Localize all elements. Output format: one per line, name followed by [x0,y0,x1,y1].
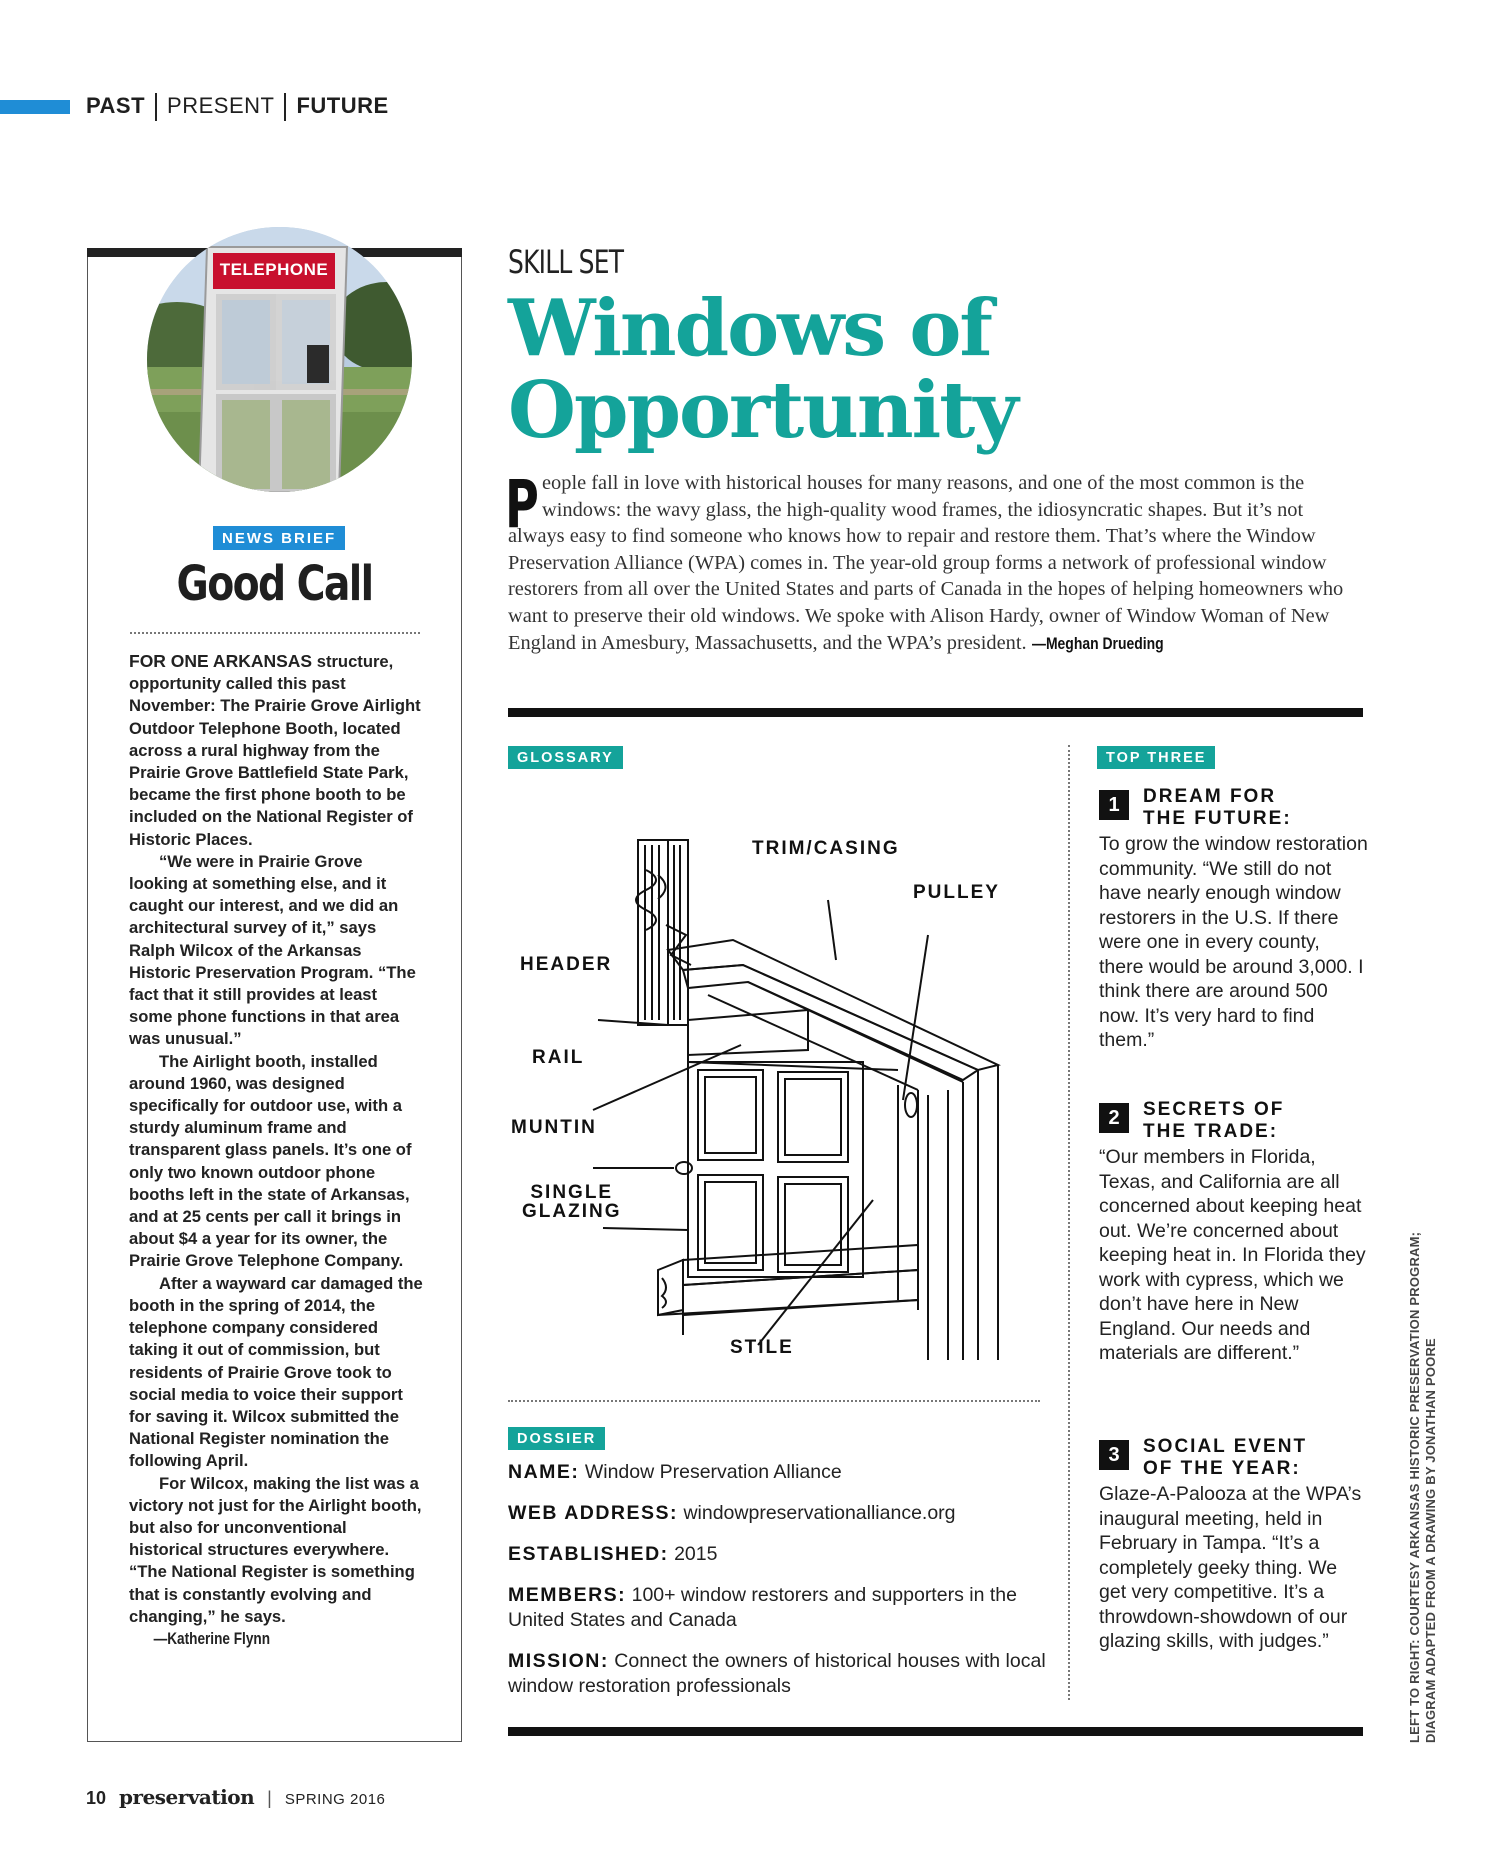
booth-sign-text: TELEPHONE [219,260,329,279]
dossier-item [508,1460,1048,1485]
sidebar-lead-in: FOR ONE ARKANSAS [129,651,313,671]
heading-line: THE FUTURE: [1143,808,1292,829]
heading-line: SECRETS OF [1143,1099,1285,1120]
page-folio: 10 preservation | SPRING 2016 [86,1785,386,1809]
dossier-value: 2015 [674,1543,718,1565]
label-rail: RAIL [532,1047,585,1068]
section-nav [86,93,389,121]
sidebar-title: Good Call [176,556,373,612]
top-three-item [1099,1099,1369,1366]
label-single-glazing-line1: SINGLE [530,1182,614,1203]
drop-cap-spacer [508,470,542,522]
glossary-tag: GLOSSARY [508,746,623,769]
news-brief-badge: NEWS BRIEF [213,526,345,550]
sidebar-paragraph-text: structure, opportunity called this past November: The Prairie Grove Airlight Outdoor Telephone Booth, located across a rural highway from the Prairie Grove Battlefield State Park, became the first phone booth to be included on the National Register of Historic Places. [129,652,421,849]
label-trim-casing: TRIM/CASING [752,838,900,859]
dossier-item [508,1501,1048,1526]
dossier-value: Window Preservation Alliance [584,1461,842,1483]
dossier-item [508,1583,1048,1633]
label-muntin: MUNTIN [511,1117,597,1138]
sidebar-paragraph-text: For Wilcox, making the list was a victory not just for the Airlight booth, but also for unconventional historical structures everywhere. “The National Register is something that is constantly evolving and changing,” he says. [129,1473,422,1626]
section-past: PAST [86,93,146,118]
heading-line: OF THE YEAR: [1143,1458,1301,1479]
top-three-heading [1143,1436,1369,1480]
dossier-item [508,1542,1048,1567]
label-single-glazing [522,1183,622,1221]
label-single-glazing-line2: GLAZING [522,1201,622,1222]
label-pulley: PULLEY [913,882,1000,903]
column-dotted-divider [1068,745,1070,1700]
sidebar-paragraph: The Airlight booth, installed around 1960, was designed specifically for outdoor use, with a sturdy aluminum frame and transparent glass panels. It’s one of only two known outdoor phone booths left in the state of Arkansas, and at 25 cents per call it brings in about $4 a year for its owner, the Prairie Grove Telephone Company. [129,1051,412,1271]
dossier-key: WEB ADDRESS: [508,1502,679,1524]
top-three-item [1099,786,1369,1053]
article-bottom-rule [508,1727,1363,1736]
page-number: 10 [86,1788,107,1808]
dossier-value: 100+ window restorers and supporters in the United States and Canada [508,1584,1017,1631]
dossier-value: windowpreservationalliance.org [683,1502,956,1524]
credit-line: LEFT TO RIGHT: COURTESY ARKANSAS HISTORIC PRESERVATION PROGRAM; [1407,1231,1422,1743]
top-three-body: “Our members in Florida, Texas, and California are all concerned about keeping heat out. We’re concerned about keeping heat in. In Florida they work with cypress, which we don’t have here in New England. Our needs and materials are different.” [1099,1146,1366,1364]
sidebar-body [129,650,424,1650]
dossier-dotted-divider [508,1400,1040,1402]
sidebar-paragraph [129,1473,424,1651]
section-future: FUTURE [296,93,389,118]
magazine-name: preservation [119,1785,255,1809]
article-top-rule [508,708,1363,717]
issue-date: SPRING 2016 [284,1791,386,1808]
top-three-item [1099,1436,1369,1654]
heading-line: SOCIAL EVENT [1143,1436,1308,1457]
article-headline: Windows of Opportunity [508,283,1017,456]
section-accent-bar [0,100,70,114]
sidebar-paragraph: After a wayward car damaged the booth in the spring of 2014, the telephone company considered taking it out of commission, but residents of Prairie Grove took to social media to voice their support for saving it. Wilcox submitted the National Register nomination the following April. [129,1273,423,1471]
dossier-tag: DOSSIER [508,1427,605,1450]
top-three-number: 1 [1099,790,1129,820]
label-header: HEADER [520,954,613,975]
top-three-body: To grow the window restoration community. “We still do not have nearly enough window restorers in the U.S. If there were one in every county, there would be around 3,000. I think there are around 500 now. It’s very hard to find them.” [1099,833,1368,1051]
top-three-heading [1143,786,1369,830]
drop-cap: P [505,466,539,543]
sidebar-paragraph: “We were in Prairie Grove looking at something else, and it caught our interest, and we did an architectural survey of it,” says Ralph Wilcox of the Arkansas Historic Preservation Program. “The fact that it still provides at least some phone functions in that area was unusual.” [129,851,416,1049]
sidebar-paragraph [129,650,424,851]
section-present: PRESENT [167,93,275,118]
top-three-tag: TOP THREE [1097,746,1215,769]
dossier-key: MEMBERS: [508,1584,627,1606]
article-kicker: SKILL SET [508,243,624,281]
label-stile: STILE [730,1337,794,1358]
dossier-key: NAME: [508,1461,580,1483]
dossier-key: ESTABLISHED: [508,1543,669,1565]
dossier-value: Connect the owners of historical houses with local window restoration professionals [508,1650,1046,1697]
top-three-number: 2 [1099,1103,1129,1133]
article-intro [508,470,1363,657]
top-three-number: 3 [1099,1440,1129,1470]
dossier-key: MISSION: [508,1650,609,1672]
window-diagram [508,800,1038,1360]
intro-text: eople fall in love with historical houses for many reasons, and one of the most common is the windows: the wavy glass, the high-quality wood frames, the idiosyncratic shapes. But it’s not always easy to find someone who knows how to repair and restore them. That’s where the Window Preservation Alliance (WPA) comes in. The year-old group forms a network of professional window restorers from all over the United States and parts of Canada in the hopes of helping homeowners who want to preserve their old windows. We spoke with Alison Hardy, owner of Window Woman of New England in Amesbury, Massachusetts, and the WPA’s president. [508,472,1344,654]
dossier-item [508,1649,1048,1699]
dossier-list [508,1460,1048,1715]
top-three-body: Glaze-A-Palooza at the WPA’s inaugural meeting, held in February in Tampa. “It’s a completely geeky thing. We get very competitive. It’s a throwdown-showdown of our glazing skills, with judges.” [1099,1483,1362,1652]
heading-line: DREAM FOR [1143,786,1277,807]
article-byline: —Meghan Drueding [1031,633,1164,653]
sidebar-dotted-divider [130,632,420,634]
phone-booth-photo [147,227,412,492]
photo-credit [1407,1223,1439,1743]
credit-line: DIAGRAM ADAPTED FROM A DRAWING BY JONATHAN POORE [1423,1338,1438,1743]
top-three-heading [1143,1099,1369,1143]
sidebar-byline: —Katherine Flynn [153,1628,271,1648]
heading-line: THE TRADE: [1143,1121,1279,1142]
